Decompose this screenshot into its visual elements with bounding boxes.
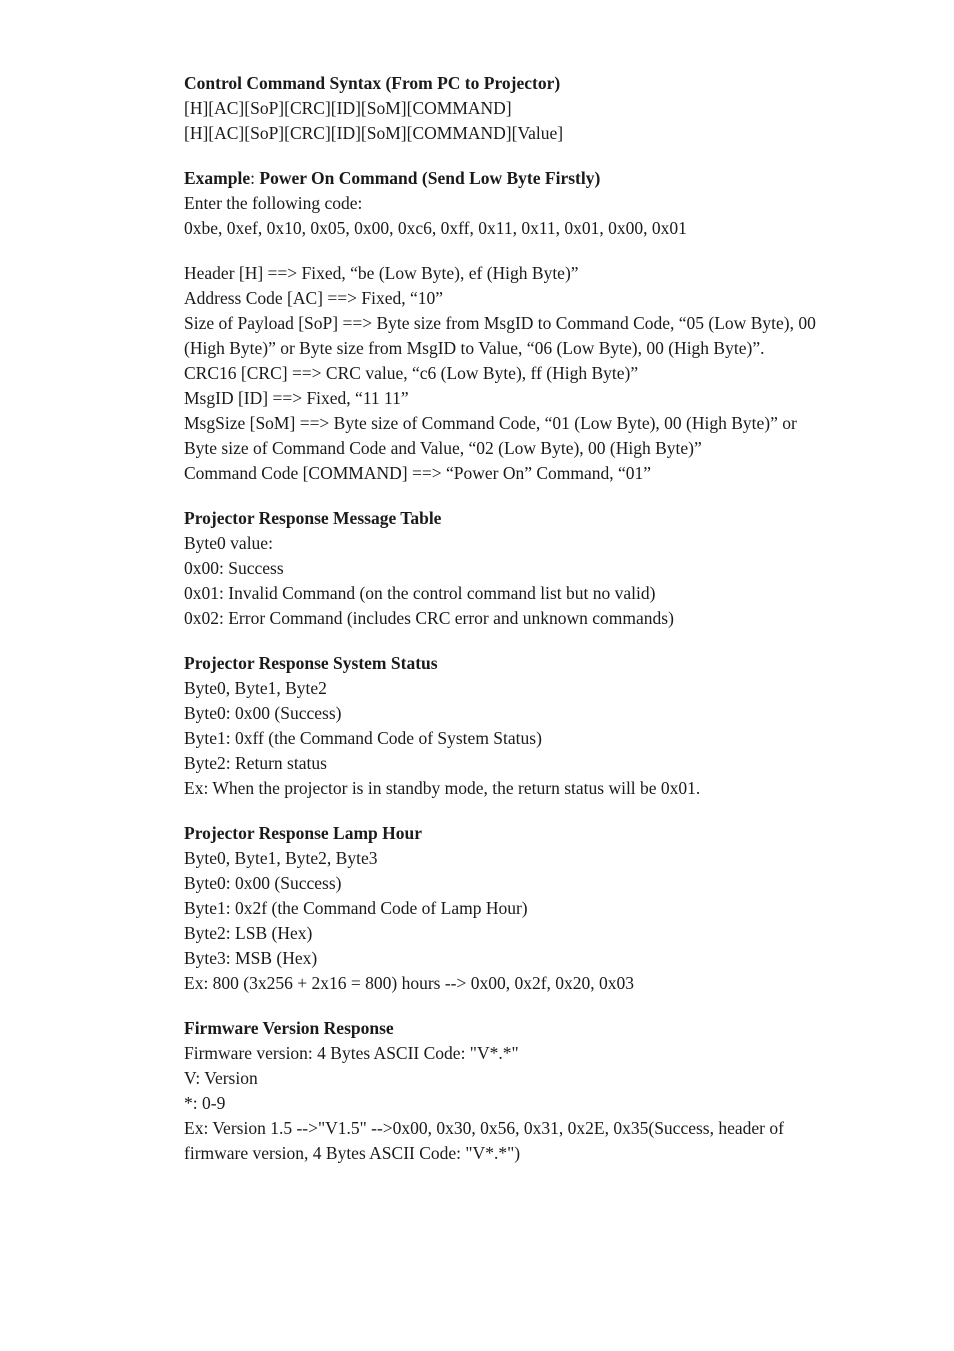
section-system-status [184, 651, 824, 801]
list-item: 0x00: Success [184, 558, 284, 578]
firmware-example: Ex: Version 1.5 -->"V1.5" -->0x00, 0x30, 0x56, 0x31, 0x2E, 0x35(Success, header of firmware version, 4 Bytes ASCII Code: "V*.*") [184, 1118, 784, 1163]
syntax-line: [H][AC][SoP][CRC][ID][SoM][COMMAND] [184, 98, 512, 118]
list-item: Firmware version: 4 Bytes ASCII Code: "V*.*" [184, 1043, 519, 1063]
field-crc: CRC16 [CRC] ==> CRC value, “c6 (Low Byte), ff (High Byte)” [184, 363, 639, 383]
field-header: Header [H] ==> Fixed, “be (Low Byte), ef (High Byte)” [184, 263, 579, 283]
list-item: Byte2: LSB (Hex) [184, 923, 313, 943]
syntax-line: [H][AC][SoP][CRC][ID][SoM][COMMAND][Value] [184, 123, 564, 143]
example-code: 0xbe, 0xef, 0x10, 0x05, 0x00, 0xc6, 0xff, 0x11, 0x11, 0x01, 0x00, 0x01 [184, 218, 687, 238]
document-page [184, 71, 824, 1186]
section-heading: Projector Response System Status [184, 653, 438, 673]
section-heading: Firmware Version Response [184, 1018, 394, 1038]
example-label: Example [184, 168, 251, 188]
list-item: 0x01: Invalid Command (on the control command list but no valid) [184, 583, 656, 603]
list-item: 0x02: Error Command (includes CRC error and unknown commands) [184, 608, 674, 628]
section-heading [184, 166, 824, 191]
section-lamp-hour [184, 821, 824, 996]
list-item: Byte0, Byte1, Byte2, Byte3 [184, 848, 378, 868]
section-command-syntax [184, 71, 824, 146]
section-firmware-version [184, 1016, 824, 1166]
list-item: Byte0: 0x00 (Success) [184, 873, 342, 893]
list-item: Ex: 800 (3x256 + 2x16 = 800) hours --> 0x00, 0x2f, 0x20, 0x03 [184, 973, 635, 993]
section-example [184, 166, 824, 241]
example-heading: Power On Command (Send Low Byte Firstly) [259, 168, 601, 188]
list-item: Byte2: Return status [184, 753, 327, 773]
field-sop: Size of Payload [SoP] ==> Byte size from MsgID to Command Code, “05 (Low Byte), 00 (High Byte)” or Byte size from MsgID to Value, “06 (Low Byte), 00 (High Byte)”. [184, 313, 816, 358]
list-item: Ex: When the projector is in standby mode, the return status will be 0x01. [184, 778, 701, 798]
field-address: Address Code [AC] ==> Fixed, “10” [184, 288, 444, 308]
list-item: *: 0-9 [184, 1093, 226, 1113]
example-separator: : [250, 168, 260, 188]
list-item: Byte3: MSB (Hex) [184, 948, 318, 968]
section-heading: Projector Response Lamp Hour [184, 823, 423, 843]
field-msgsize: MsgSize [SoM] ==> Byte size of Command Code, “01 (Low Byte), 00 (High Byte)” or Byte size of Command Code and Value, “02 (Low Byte), 00 (High Byte)” [184, 413, 797, 458]
list-item: V: Version [184, 1068, 258, 1088]
section-message-table [184, 506, 824, 631]
list-item: Byte1: 0x2f (the Command Code of Lamp Hour) [184, 898, 528, 918]
section-heading: Projector Response Message Table [184, 508, 442, 528]
list-item: Byte0 value: [184, 533, 273, 553]
list-item: Byte0: 0x00 (Success) [184, 703, 342, 723]
section-heading: Control Command Syntax (From PC to Projector) [184, 73, 561, 93]
section-field-descriptions [184, 261, 824, 486]
field-command: Command Code [COMMAND] ==> “Power On” Command, “01” [184, 463, 652, 483]
example-line: Enter the following code: [184, 193, 363, 213]
field-msgid: MsgID [ID] ==> Fixed, “11 11” [184, 388, 409, 408]
list-item: Byte0, Byte1, Byte2 [184, 678, 327, 698]
list-item: Byte1: 0xff (the Command Code of System Status) [184, 728, 542, 748]
